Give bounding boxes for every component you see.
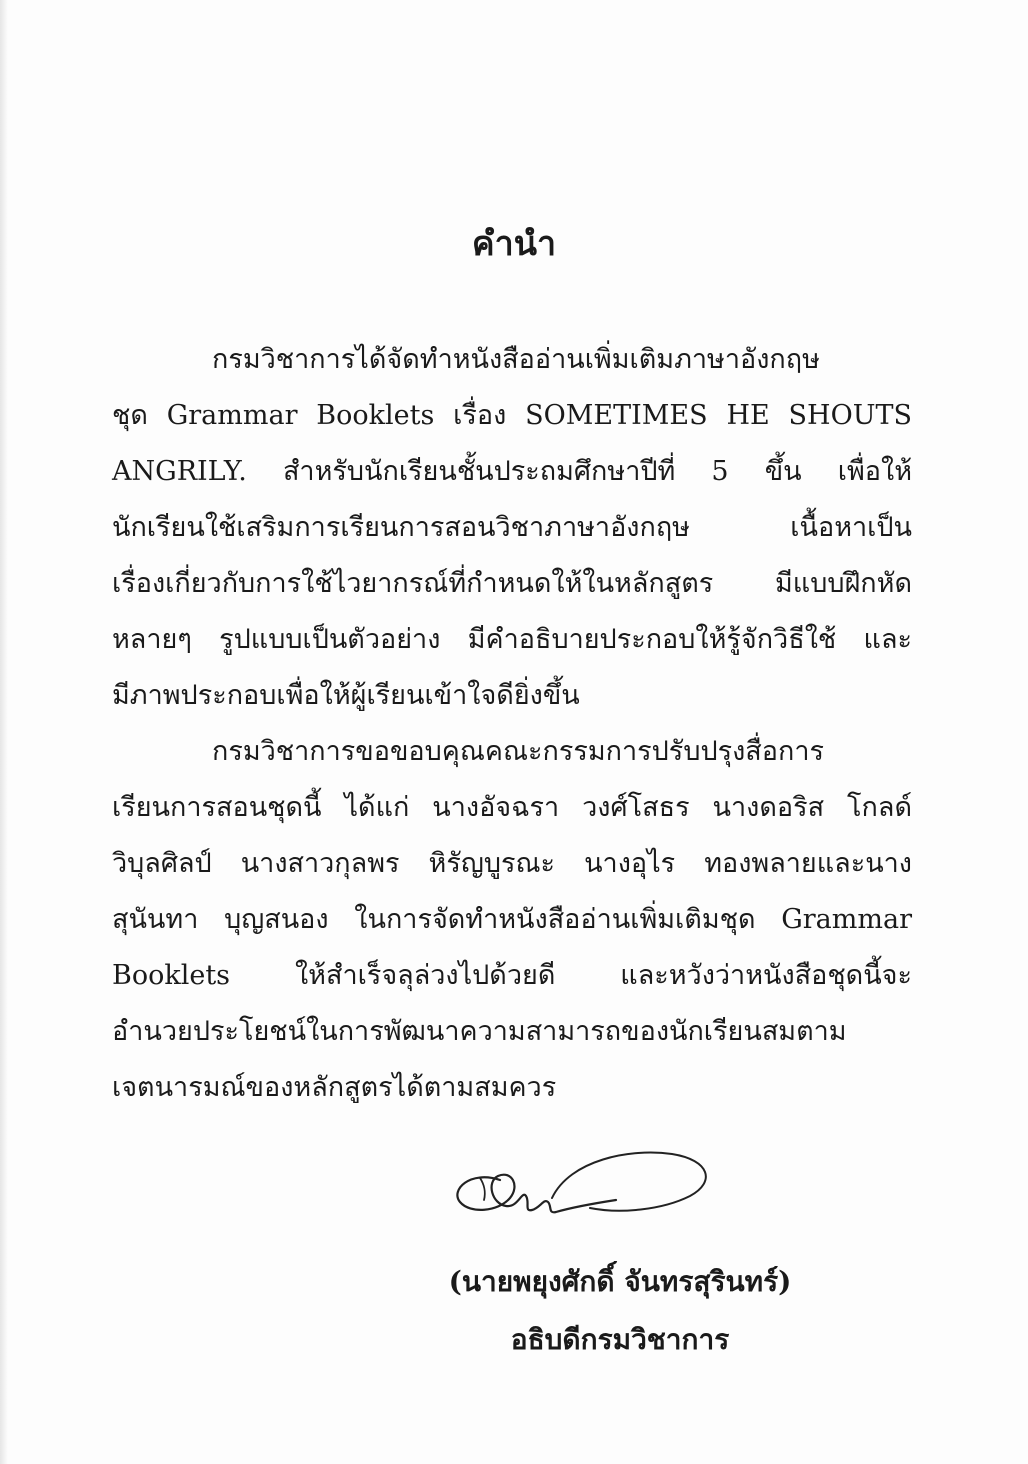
paragraph-2-line-5: Booklets ให้สำเร็จลุล่วงไปด้วยดี และหวังว่าหนังสือชุดนี้จะ <box>112 960 912 991</box>
paragraph-1-line-3: ANGRILY. สำหรับนักเรียนชั้นประถมศึกษาปีที่ 5 ขึ้น เพื่อให้ <box>112 456 912 487</box>
paragraph-1-line-2: ชุด Grammar Booklets เรื่อง SOMETIMES HE SHOUTS <box>112 400 912 431</box>
paragraph-2-line-6: อำนวยประโยชน์ในการพัฒนาความสามารถของนักเรียนสมตาม <box>112 1016 847 1047</box>
paragraph-2-line-7: เจตนารมณ์ของหลักสูตรได้ตามสมควร <box>112 1072 557 1103</box>
paragraph-1-line-1: กรมวิชาการได้จัดทำหนังสืออ่านเพิ่มเติมภาษาอังกฤษ <box>212 344 820 375</box>
signatory-position: อธิบดีกรมวิชาการ <box>510 1323 730 1356</box>
paragraph-2-line-1: กรมวิชาการขอขอบคุณคณะกรรมการปรับปรุงสื่อการ <box>212 736 824 767</box>
paragraph-1-line-5: เรื่องเกี่ยวกับการใช้ไวยากรณ์ที่กำหนดให้ในหลักสูตร มีแบบฝึกหัด <box>112 568 912 599</box>
paragraph-1-line-6: หลายๆ รูปแบบเป็นตัวอย่าง มีคำอธิบายประกอบให้รู้จักวิธีใช้ และ <box>112 624 912 655</box>
paragraph-1-line-7: มีภาพประกอบเพื่อให้ผู้เรียนเข้าใจดียิ่งขึ้น <box>112 680 580 711</box>
paragraph-2-line-2: เรียนการสอนชุดนี้ ได้แก่ นางอัจฉรา วงศ์โสธร นางดอริส โกลด์ <box>112 792 912 823</box>
paragraph-2-line-4: สุนันทา บุญสนอง ในการจัดทำหนังสืออ่านเพิ่มเติมชุด Grammar <box>112 904 912 935</box>
signatory-name: (นายพยุงศักดิ์ จันทรสุรินทร์) <box>448 1265 792 1298</box>
page-title: คำนำ <box>471 224 557 264</box>
handwritten-signature <box>440 1140 720 1240</box>
page-edge-shadow <box>0 0 8 1464</box>
paragraph-1-line-4: นักเรียนใช้เสริมการเรียนการสอนวิชาภาษาอังกฤษ เนื้อหาเป็น <box>112 512 912 543</box>
paragraph-2-line-3: วิบุลศิลป์ นางสาวกุลพร หิรัญบูรณะ นางอุไร ทองพลายและนาง <box>112 848 912 879</box>
